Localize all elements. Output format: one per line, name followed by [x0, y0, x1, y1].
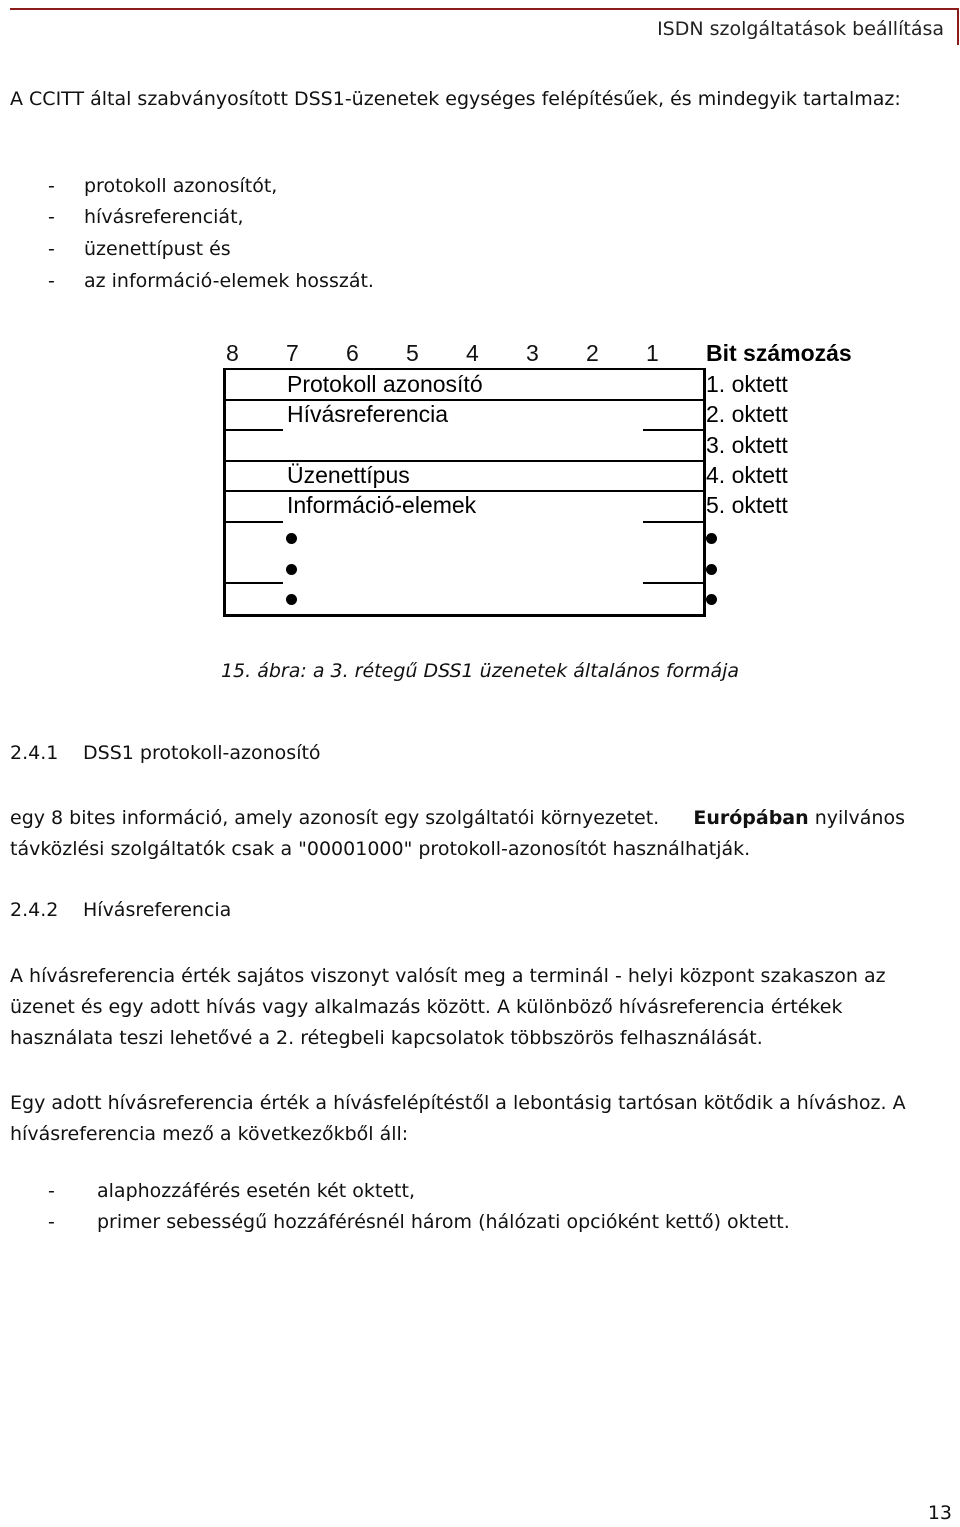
header-rule — [10, 8, 958, 10]
dash: - — [48, 238, 55, 260]
section-title: DSS1 protokoll-azonosító — [83, 742, 321, 764]
header-rule-vertical — [957, 8, 959, 45]
section1-paragraph: egy 8 bites információ, amely azonosít egy szolgáltatói környezetet. Európában nyilvános távközlési szolgáltatók csak a "00001000" protokoll-azonosítót használhatják. — [10, 807, 905, 860]
bit-number: 3 — [526, 340, 539, 366]
bit-number: 4 — [466, 340, 479, 366]
dash: - — [48, 206, 55, 228]
bit-number: 1 — [646, 340, 659, 366]
section-heading — [10, 899, 231, 921]
octet-divider-partial — [223, 521, 283, 523]
figure-caption: 15. ábra: a 3. rétegű DSS1 üzenetek általános formája — [220, 660, 740, 682]
continuation-dot — [706, 564, 717, 575]
bit-number: 6 — [346, 340, 359, 366]
page-number: 13 — [927, 1502, 952, 1524]
octet-label: 1. oktett — [706, 371, 788, 397]
field-label: Üzenettípus — [287, 462, 410, 488]
section-title: Hívásreferencia — [83, 899, 232, 921]
octet-divider-partial — [643, 429, 706, 431]
frame-bottom-line — [223, 614, 706, 617]
octet-divider-partial — [223, 582, 283, 584]
continuation-dot — [706, 594, 717, 605]
bit-number: 8 — [226, 340, 239, 366]
dash: - — [48, 270, 55, 292]
dash: - — [48, 1211, 55, 1233]
continuation-dot — [706, 533, 717, 544]
octet-divider-partial — [643, 582, 706, 584]
protocol-code: "00001000" — [298, 838, 413, 860]
field-label: Protokoll azonosító — [287, 371, 483, 397]
octet-label: 4. oktett — [706, 462, 788, 488]
continuation-dot — [286, 564, 297, 575]
section2-paragraph: A hívásreferencia érték sajátos viszonyt valósít meg a terminál - helyi központ szakaszon az üzenet és egy adott hívás vagy alkalmazás között. A különböző hívásreferencia értékek használata teszi lehetővé a 2. rétegbeli kapcsolatok többszörös felhasználását. — [10, 965, 886, 1049]
field-label: Hívásreferencia — [287, 401, 449, 427]
octet-label: 3. oktett — [706, 432, 788, 458]
section-heading — [10, 742, 321, 764]
octet-label: 2. oktett — [706, 401, 788, 427]
frame-left-line — [223, 368, 226, 617]
bit-number: 7 — [286, 340, 299, 366]
section-number: 2.4.1 — [10, 742, 59, 764]
dash: - — [48, 1180, 55, 1202]
octet-divider-partial — [643, 521, 706, 523]
field-label: Információ-elemek — [287, 492, 477, 518]
section2-paragraph: Egy adott hívásreferencia érték a hívásfelépítéstől a lebontásig tartósan kötődik a híváshoz. A hívásreferencia mező a következőkből áll: — [10, 1092, 906, 1145]
octet-divider-partial — [223, 429, 283, 431]
octet-label: 5. oktett — [706, 492, 788, 518]
section-number: 2.4.2 — [10, 899, 59, 921]
bit-number: 2 — [586, 340, 599, 366]
intro-paragraph: A CCITT által szabványosított DSS1-üzenetek egységes felépítésűek, és mindegyik tartalmaz: — [10, 88, 901, 110]
continuation-dot — [286, 594, 297, 605]
bit-number: 5 — [406, 340, 419, 366]
bold-word: Európában — [693, 807, 809, 829]
dash: - — [48, 175, 55, 197]
continuation-dot — [286, 533, 297, 544]
frame-top-line — [223, 368, 706, 370]
header-title: ISDN szolgáltatások beállítása — [657, 18, 944, 40]
bit-numbering-label: Bit számozás — [706, 340, 852, 366]
